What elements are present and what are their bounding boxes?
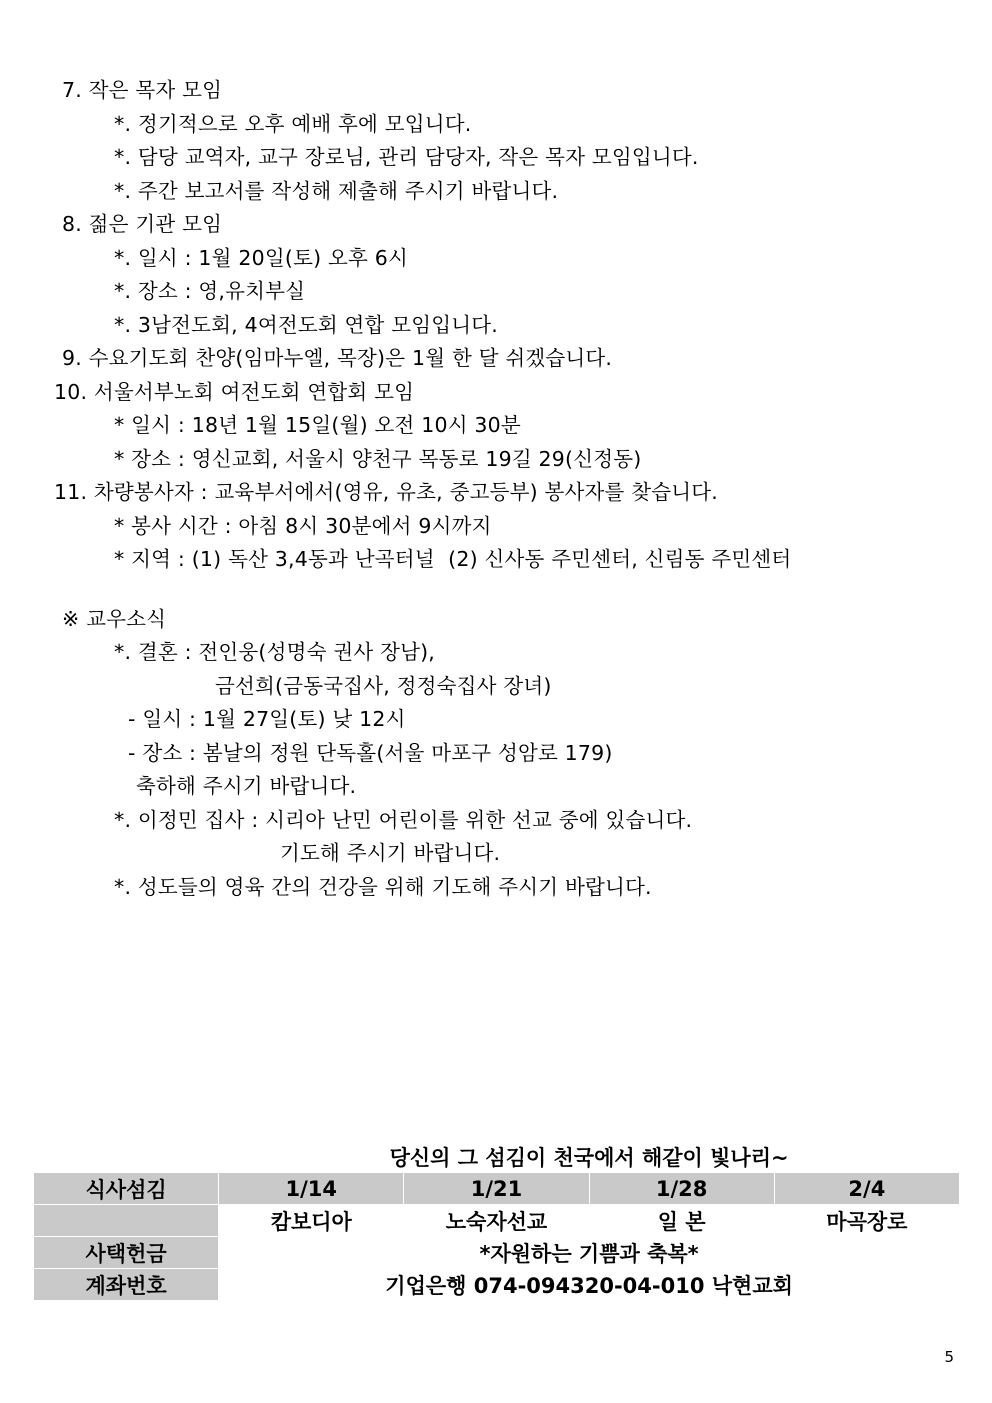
team-cell: 일 본	[589, 1205, 774, 1237]
body-line: 10. 서울서부노회 여전도회 연합회 모임	[54, 379, 415, 404]
table-row-teams	[34, 1205, 960, 1237]
meal-service-label-blank	[34, 1205, 219, 1237]
body-line: *. 이정민 집사 : 시리아 난민 어린이를 위한 선교 중에 있습니다.	[114, 807, 693, 832]
page-number: 5	[944, 1348, 954, 1366]
table-row-account	[34, 1269, 960, 1301]
body-line: * 장소 : 영신교회, 서울시 양천구 목동로 19길 29(신정동)	[114, 446, 642, 471]
body-line: - 장소 : 봄날의 정원 단독홀(서울 마포구 성암로 179)	[128, 740, 613, 765]
body-line: * 지역 : (1) 독산 3,4동과 난곡터널 (2) 신사동 주민센터, 신림동 주민센터	[114, 547, 792, 571]
banner-spacer-cell	[34, 1141, 219, 1173]
meal-service-label: 식사섬김	[34, 1173, 219, 1205]
body-line: * 일시 : 18년 1월 15일(월) 오전 10시 30분	[114, 413, 521, 437]
team-cell: 마곡장로	[774, 1205, 959, 1237]
body-line: - 일시 : 1월 27일(토) 낮 12시	[128, 707, 406, 731]
body-line: *. 담당 교역자, 교구 장로님, 관리 담당자, 작은 목자 모임입니다.	[114, 145, 699, 169]
team-cell: 캄보디아	[219, 1205, 404, 1237]
offering-label-line2: 계좌번호	[34, 1269, 219, 1301]
table-row-dates	[34, 1173, 960, 1205]
body-line: 8. 젊은 기관 모임	[62, 212, 223, 236]
team-cell: 노숙자선교	[404, 1205, 589, 1237]
date-cell: 2/4	[774, 1173, 959, 1205]
body-line: 기도해 주시기 바랍니다.	[280, 841, 501, 865]
date-cell: 1/28	[589, 1173, 774, 1205]
banner-text: 당신의 그 섬김이 천국에서 해같이 빛나리~	[219, 1141, 960, 1173]
body-line: *. 3남전도회, 4여전도회 연합 모임입니다.	[114, 312, 498, 337]
body-line: 9. 수요기도회 찬양(임마누엘, 목장)은 1월 한 달 쉬겠습니다.	[62, 346, 613, 370]
body-line: *. 성도들의 영육 간의 건강을 위해 기도해 주시기 바랍니다.	[114, 874, 652, 899]
section-spacer	[40, 583, 952, 609]
body-line: 축하해 주시기 바랍니다.	[136, 774, 357, 798]
body-line: *. 결혼 : 전인웅(성명숙 권사 장남),	[114, 640, 436, 664]
body-line: *. 주간 보고서를 작성해 제출해 주시기 바랍니다.	[114, 178, 559, 203]
account-number: 기업은행 074-094320-04-010 낙현교회	[219, 1269, 960, 1301]
announcement-body	[40, 80, 952, 897]
body-line: 7. 작은 목자 모임	[62, 78, 223, 102]
section-heading-news: ※ 교우소식	[62, 606, 167, 631]
body-line: 11. 차량봉사자 : 교육부서에서(영유, 유초, 중고등부) 봉사자를 찾습니다.	[54, 480, 718, 504]
body-line: *. 정기적으로 오후 예배 후에 모입니다.	[114, 111, 472, 136]
body-line: * 봉사 시간 : 아침 8시 30분에서 9시까지	[114, 513, 492, 538]
date-cell: 1/14	[219, 1173, 404, 1205]
offering-label-line1: 사택헌금	[34, 1237, 219, 1269]
table-row-offering-note	[34, 1237, 960, 1269]
offering-note: *자원하는 기쁨과 축복*	[219, 1237, 960, 1269]
body-line: *. 일시 : 1월 20일(토) 오후 6시	[114, 245, 408, 270]
date-cell: 1/21	[404, 1173, 589, 1205]
meal-service-table	[33, 1140, 960, 1301]
body-line: *. 장소 : 영,유치부실	[114, 279, 306, 303]
table-row-banner	[34, 1141, 960, 1173]
body-line: 금선희(금동국집사, 정정숙집사 장녀)	[215, 673, 552, 698]
schedule-table-wrapper	[33, 1140, 960, 1301]
